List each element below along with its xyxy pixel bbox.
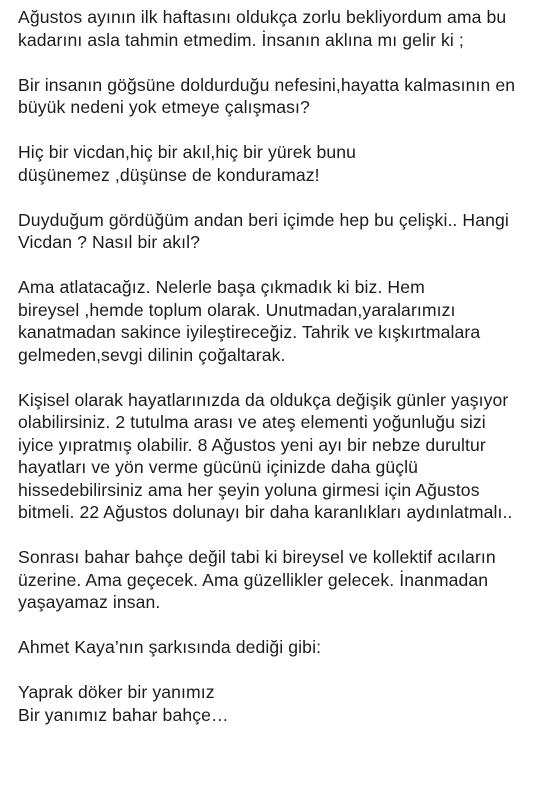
paragraph-7 [18, 546, 534, 614]
text-line: iyice yıpratmış olabilir. 8 Ağustos yeni ayı bir nebze durultur [18, 434, 486, 455]
text-line: gelmeden,sevgi dilinin çoğaltarak. [18, 344, 286, 365]
paragraph-8 [18, 636, 534, 659]
paragraph-9 [18, 681, 534, 726]
text-line: Bir insanın göğsüne doldurduğu nefesini,hayatta kalmasının en [18, 74, 516, 95]
paragraph-2 [18, 74, 534, 119]
paragraph-4 [18, 209, 534, 254]
text-line: bireysel ,hemde toplum olarak. Unutmadan,yaralarımızı [18, 299, 456, 320]
text-line: hissedebilirsiniz ama her şeyin yoluna girmesi için Ağustos [18, 479, 480, 500]
text-line: Kişisel olarak hayatlarınızda da oldukça değişik günler yaşıyor [18, 389, 509, 410]
text-line: Vicdan ? Nasıl bir akıl? [18, 232, 201, 252]
paragraph-1 [18, 6, 534, 51]
text-line: Ağustos ayının ilk haftasını oldukça zorlu bekliyordum ama bu [18, 7, 507, 27]
post-body [18, 6, 534, 749]
text-line: büyük nedeni yok etmeye çalışması? [18, 97, 310, 117]
text-line: kadarını asla tahmin etmedim. İnsanın aklına mı gelir ki ; [18, 29, 464, 50]
text-line: Bir yanımız bahar bahçe… [18, 704, 229, 725]
text-line: Hiç bir vicdan,hiç bir akıl,hiç bir yürek bunu [18, 142, 357, 162]
text-line: üzerine. Ama geçecek. Ama güzellikler gelecek. İnanmadan [18, 569, 489, 590]
text-line: yaşayamaz insan. [18, 592, 161, 612]
text-line: bitmeli. 22 Ağustos dolunayı bir daha karanlıkları aydınlatmalı.. [18, 502, 513, 522]
text-line: Duyduğum gördüğüm andan beri içimde hep bu çelişki.. Hangi [18, 209, 509, 230]
text-line: düşünemez ,düşünse de konduramaz! [18, 164, 320, 185]
paragraph-5 [18, 276, 534, 366]
text-line: Ama atlatacağız. Nelerle başa çıkmadık ki biz. Hem [18, 277, 425, 297]
text-line: hayatları ve yön verme gücünü içinizde daha güçlü [18, 457, 419, 477]
text-line: Ahmet Kaya’nın şarkısında dediği gibi: [18, 637, 322, 657]
paragraph-3 [18, 141, 534, 186]
text-line: kanatmadan sakince iyileştireceğiz. Tahrik ve kışkırtmalara [18, 322, 481, 342]
paragraph-6 [18, 389, 534, 524]
text-line: Sonrası bahar bahçe değil tabi ki bireysel ve kollektif acıların [18, 547, 496, 567]
text-line: olabilirsiniz. 2 tutulma arası ve ateş elementi yoğunluğu sizi [18, 412, 486, 432]
text-line: Yaprak döker bir yanımız [18, 682, 215, 702]
